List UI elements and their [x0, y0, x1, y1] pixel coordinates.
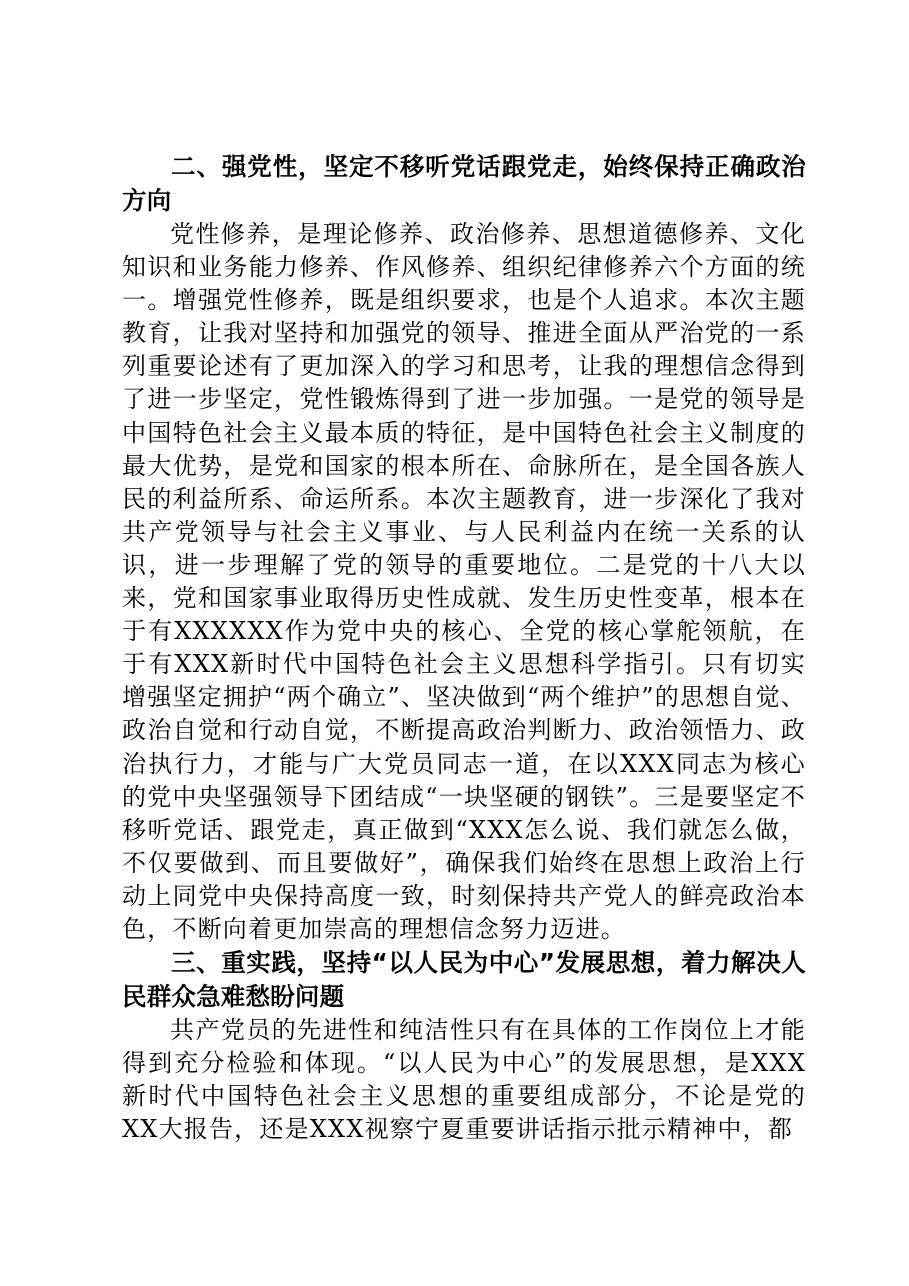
- section-paragraph-3: 共产党员的先进性和纯洁性只有在具体的工作岗位上才能得到充分检验和体现。“以人民为中心”的发展思想，是XXX新时代中国特色社会主义思想的重要组成部分，不论是党的XX大报告，还是XXX视察宁夏重要讲话指示批示精神中，都: [122, 1016, 806, 1144]
- section-heading-3: 三、重实践，坚持“以人民为中心”发展思想，着力解决人民群众急难愁盼问题: [122, 948, 806, 1012]
- section-paragraph-2: 党性修养，是理论修养、政治修养、思想道德修养、文化知识和业务能力修养、作风修养、组织纪律修养六个方面的统一。增强党性修养，既是组织要求，也是个人追求。本次主题教育，让我对坚持和加强党的领导、推进全面从严治党的一系列重要论述有了更加深入的学习和思考，让我的理想信念得到了进一步坚定，党性锻炼得到了进一步加强。一是党的领导是中国特色社会主义最本质的特征，是中国特色社会主义制度的最大优势，是党和国家的根本所在、命脉所在，是全国各族人民的利益所系、命运所系。本次主题教育，进一步深化了我对共产党领导与社会主义事业、与人民利益内在统一关系的认识，进一步理解了党的领导的重要地位。二是党的十八大以来，党和国家事业取得历史性成就、发生历史性变革，根本在于有XXXXXX作为党中央的核心、全党的核心掌舵领航，在于有XXX新时代中国特色社会主义思想科学指引。只有切实增强坚定拥护“两个确立”、坚决做到“两个维护”的思想自觉、政治自觉和行动自觉，不断提高政治判断力、政治领悟力、政治执行力，才能与广大党员同志一道，在以XXX同志为核心的党中央坚强领导下团结成“一块坚硬的钢铁”。三是要坚定不移听党话、跟党走，真正做到“XXX怎么说、我们就怎么做，不仅要做到、而且要做好”，确保我们始终在思想上政治上行动上同党中央保持高度一致，时刻保持共产党人的鲜亮政治本色，不断向着更加崇高的理想信念努力迈进。: [122, 220, 806, 943]
- document-body: [122, 150, 806, 1146]
- section-heading-2: 二、强党性，坚定不移听党话跟党走，始终保持正确政治方向: [122, 152, 806, 215]
